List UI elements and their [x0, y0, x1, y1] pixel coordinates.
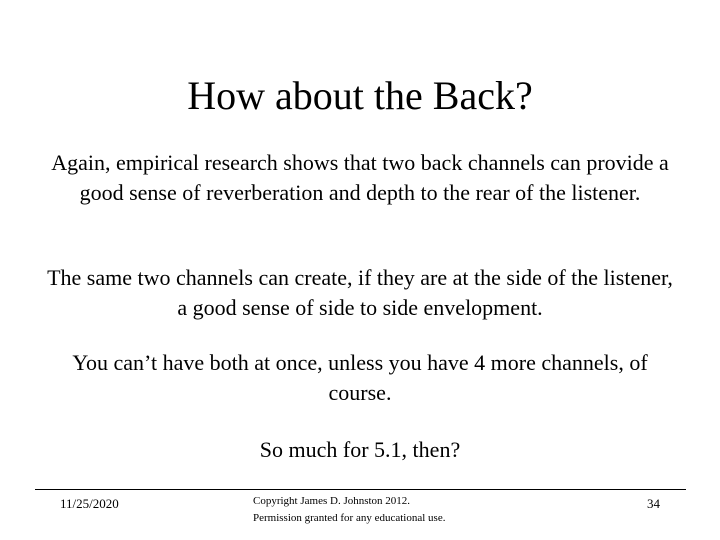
- paragraph-conclusion: So much for 5.1, then?: [259, 437, 461, 462]
- paragraph-both-at-once: You can’t have both at once, unless you have 4 more channels, of course.: [72, 350, 648, 405]
- paragraph-back-channels: Again, empirical research shows that two back channels can provide a good sense of reverberation and depth to the rear of the listener.: [51, 150, 669, 205]
- footer-copyright: [253, 493, 445, 527]
- page-number: 34: [647, 496, 660, 511]
- copyright-line-2: Permission granted for any educational use.: [253, 512, 446, 524]
- copyright-line-1: Copyright James D. Johnston 2012.: [253, 495, 411, 507]
- footer-divider: [35, 489, 686, 490]
- footer-date: 11/25/2020: [60, 496, 119, 511]
- slide-title: How about the Back?: [187, 73, 533, 118]
- paragraph-side-channels: The same two channels can create, if they are at the side of the listener, a good sense of side to side envelopment.: [47, 265, 673, 320]
